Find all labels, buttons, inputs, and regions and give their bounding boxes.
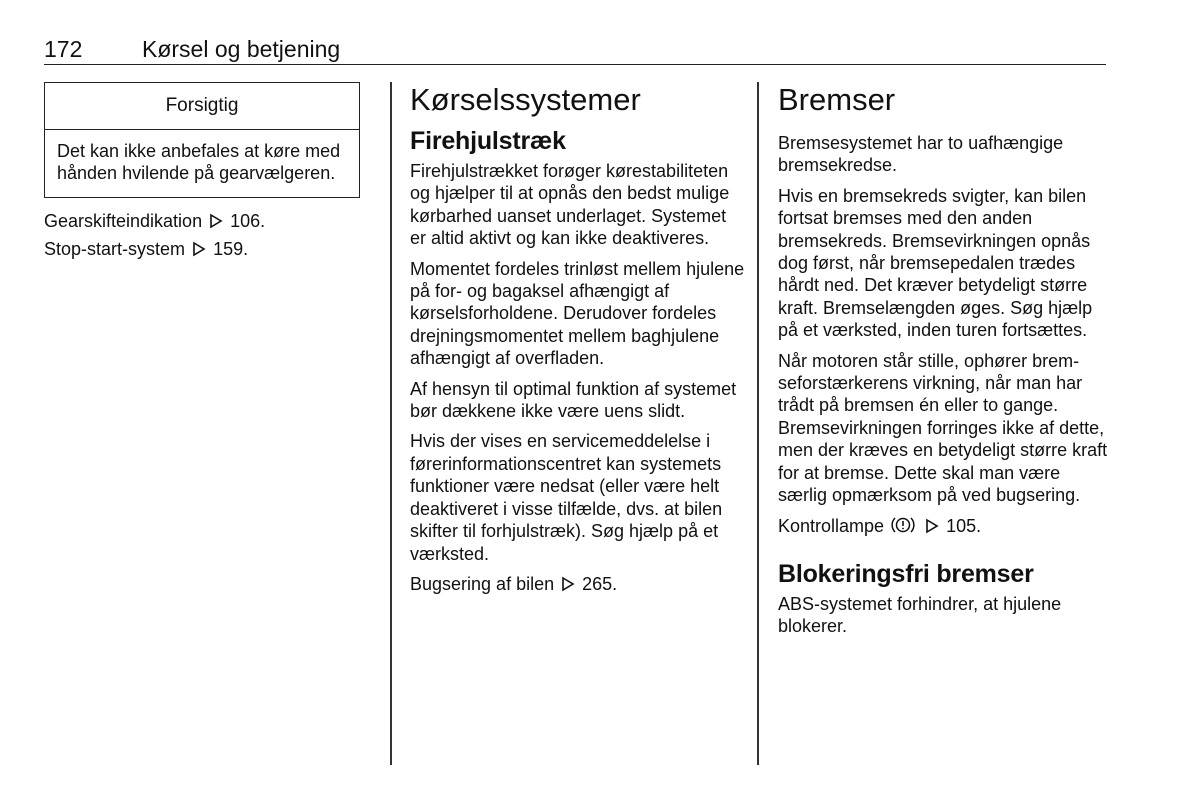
reference-text: Kontrollampe [778,515,885,536]
subsection-heading: Firehjulstræk [410,127,566,155]
page-number: 172 [44,36,83,62]
body-paragraph: ABS-systemet forhindrer, at hjulene blokerer. [778,593,1062,637]
column-divider [757,82,759,765]
subsection-heading: Blokeringsfri bremser [778,559,1034,588]
cross-reference[interactable] [778,515,1108,537]
page-header [44,36,1106,65]
page-reference-arrow-icon [192,241,206,257]
cross-reference[interactable] [44,210,374,232]
reference-text: Stop-start-system [44,239,186,260]
page-reference-arrow-icon [561,576,575,592]
reference-page: 159. [213,239,249,260]
caution-box [44,82,360,198]
body-paragraph: Bremsesystemet har to uafhængige bremsekredse. [778,133,1064,176]
reference-page: 105. [946,515,982,536]
reference-page: 265. [582,573,618,594]
section-heading: Bremser [778,82,896,117]
body-paragraph: Firehjulstrækket forøger kørestabiliteten og hjælper til at opnås den bedst mulige kørbarhed uanset underlaget. Systemet er altid aktivt og kan ikke deaktiveres. [410,161,730,249]
reference-page: 106. [230,210,266,231]
reference-text: Gearskifteindikation [44,210,203,231]
page-reference-arrow-icon [925,518,939,534]
caution-text: Det kan ikke anbefales at køre med hånden hvilende på gearvælgeren. [57,141,341,184]
column-left [44,82,374,267]
column-divider [390,82,392,765]
brake-warning-lamp-icon [890,515,916,535]
body-paragraph: Hvis der vises en servicemeddelelse i førerinformationscentret kan systemets funktioner være nedsat (eller være helt deaktiveret i visse tilfælde, dvs. at bilen skifter til forhjulstræk). Søg hjælp på et værksted. [410,431,723,564]
body-paragraph: Momentet fordeles trinløst mellem hjulene på for- og bagaksel afhængigt af kørselsforholdene. Derudover fordeles drejningsmomentet mellem baghjulene afhængigt af overfladen. [410,258,745,369]
cross-reference[interactable] [44,238,374,260]
body-paragraph: Af hensyn til optimal funktion af systemet bør dækkene ikke være uens slidt. [410,378,737,422]
column-right [778,82,1108,646]
body-paragraph: Når motoren står stille, ophører bremseforstærkerens virkning, når man har trådt på bremsen én eller to gange. Bremsevirkningen forringes ikke af dette, men der kræves en betydeligt større kraft for at bremse. Dette skal man være særlig opmærksom på ved bugsering. [778,350,1108,506]
cross-reference[interactable] [410,573,745,595]
chapter-title: Kørsel og betjening [142,36,341,62]
body-paragraph: Hvis en bremsekreds svigter, kan bilen fortsat bremses med den anden bremsekreds. Bremsevirkningen opnås dog først, når bremsepedalen trædes hårdt ned. Det kræver betydeligt større kraft. Bremselængden øges. Søg hjælp på et værksted, inden turen fortsættes. [778,185,1093,341]
reference-text: Bugsering af bilen [410,573,555,594]
column-middle [410,82,745,601]
page-reference-arrow-icon [209,213,223,229]
section-heading: Kørselssystemer [410,82,641,117]
caution-title: Forsigtig [45,83,359,130]
